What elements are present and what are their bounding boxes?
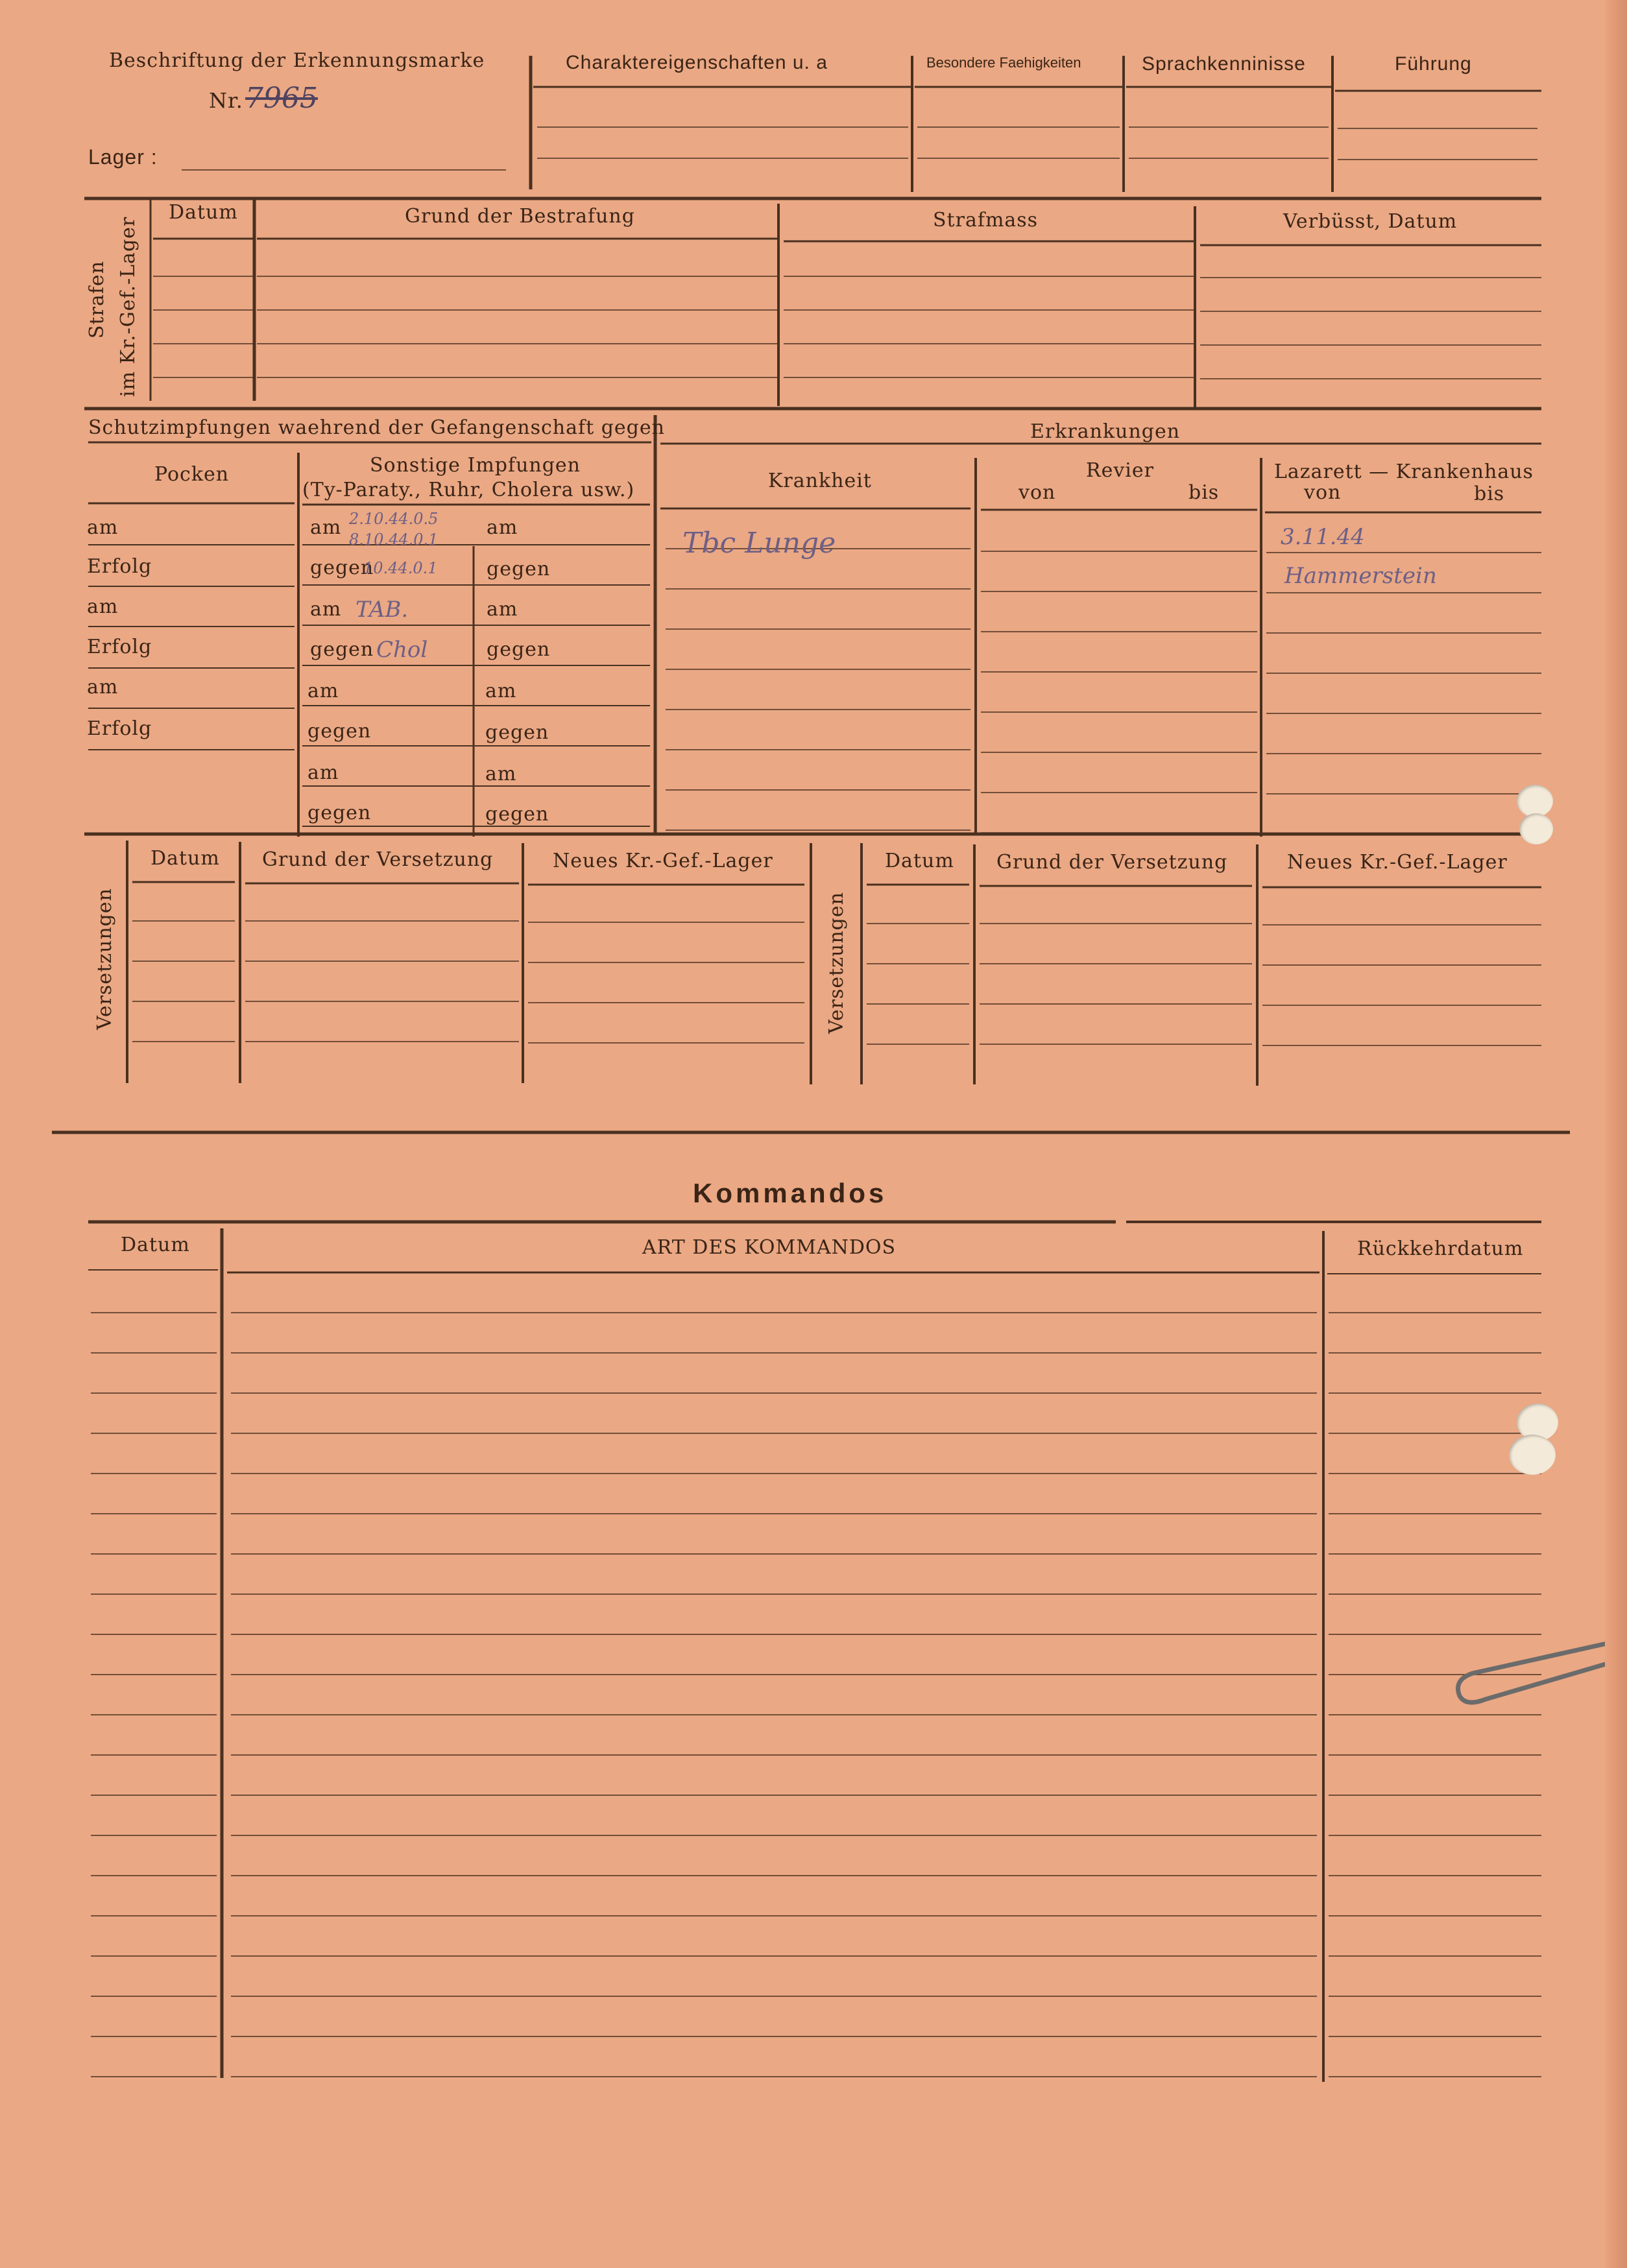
pocken-erfolg-3: Erfolg — [87, 717, 152, 740]
revier-bis: bis — [1188, 481, 1220, 504]
sonst-am-3b: am — [485, 680, 517, 702]
hw-vacc-type-1: TAB. — [356, 597, 409, 623]
pocken-erfolg-2: Erfolg — [87, 636, 152, 658]
lazarett-von: von — [1304, 481, 1342, 504]
sonst-gegen-1a: gegen — [310, 556, 374, 579]
sonst-am-2b: am — [487, 598, 518, 621]
sonst-am-4b: am — [485, 763, 517, 785]
pocken-header: Pocken — [154, 463, 230, 486]
strafen-verbuesst-header: Verbüsst, Datum — [1283, 210, 1458, 233]
impfungen-title: Schutzimpfungen waehrend der Gefangenschaft gegen — [88, 416, 665, 439]
kommandos-title: Kommandos — [693, 1178, 887, 1208]
hw-vacc-date-2: 8.10.44.0.1 — [349, 531, 439, 549]
sonst-gegen-4b: gegen — [485, 803, 549, 826]
hw-vacc-date-1: 2.10.44.0.5 — [349, 510, 439, 528]
kommandos-rueckkehr-header: Rückkehrdatum — [1357, 1237, 1524, 1260]
revier-header: Revier — [1086, 459, 1154, 482]
punch-hole-lower-b — [1509, 1435, 1556, 1475]
hw-krankheit: Tbc Lunge — [682, 527, 836, 560]
paper-clip — [1447, 1634, 1622, 1712]
tag-label: Beschriftung der Erkennungsmarke — [109, 49, 485, 72]
sonst-am-4a: am — [307, 761, 339, 784]
strafen-strafmass-header: Strafmass — [933, 209, 1039, 232]
sonstige-subheader: (Ty-Paraty., Ruhr, Cholera usw.) — [302, 479, 635, 501]
sonst-gegen-3b: gegen — [485, 721, 549, 744]
lager-label: Lager : — [88, 145, 158, 169]
char-label: Charaktereigenschaften u. a — [566, 52, 828, 73]
hw-vacc-type-2: Chol — [376, 637, 428, 663]
vers-neues-header-right: Neues Kr.-Gef.-Lager — [1287, 851, 1508, 874]
nr-label: Nr. — [209, 88, 243, 113]
pocken-am-3: am — [87, 676, 119, 698]
sonstige-header: Sonstige Impfungen — [370, 454, 581, 477]
punch-hole-upper-b — [1519, 813, 1553, 844]
nr-value: 7965 — [245, 82, 318, 115]
vers-neues-header-left: Neues Kr.-Gef.-Lager — [553, 850, 773, 872]
vers-grund-header-right: Grund der Versetzung — [996, 851, 1228, 874]
pocken-am-1: am — [87, 516, 119, 539]
strafen-side-label: Strafen — [86, 260, 108, 339]
hw-vacc-date-3: 10.44.0.1 — [363, 559, 438, 577]
fuehrung-label: Führung — [1395, 53, 1472, 75]
versetzungen-side-label-right: Versetzungen — [825, 892, 848, 1034]
strafen-grund-header: Grund der Bestrafung — [405, 205, 635, 228]
pocken-erfolg-1: Erfolg — [87, 555, 152, 578]
vers-datum-header-right: Datum — [885, 850, 954, 872]
punch-hole-upper-a — [1517, 785, 1553, 817]
erkrankungen-title: Erkrankungen — [1030, 420, 1181, 443]
sonst-am-2a: am — [310, 598, 342, 621]
sonst-gegen-4a: gegen — [307, 802, 372, 824]
versetzungen-side-label-left: Versetzungen — [93, 888, 116, 1030]
lazarett-bis: bis — [1474, 483, 1505, 505]
revier-von: von — [1018, 481, 1056, 504]
sprach-label: Sprachkenninisse — [1142, 53, 1306, 75]
krankheit-header: Krankheit — [768, 470, 872, 492]
sonst-gegen-1b: gegen — [487, 558, 551, 580]
strafen-side-label-2: im Kr.-Gef.-Lager — [117, 216, 139, 397]
sonst-gegen-2a: gegen — [310, 638, 374, 661]
paper-edge — [1605, 0, 1627, 2268]
besondere-label: Besondere Faehigkeiten — [926, 54, 1081, 71]
vers-datum-header-left: Datum — [151, 847, 220, 870]
sonst-am-1b: am — [487, 516, 518, 539]
sonst-am-1a: am — [310, 516, 342, 539]
kommandos-datum-header: Datum — [121, 1234, 190, 1256]
hw-lazarett-date: 3.11.44 — [1281, 524, 1365, 550]
sonst-gegen-2b: gegen — [487, 638, 551, 661]
pocken-am-2: am — [87, 595, 119, 618]
strafen-datum-header: Datum — [169, 201, 238, 224]
vers-grund-header-left: Grund der Versetzung — [262, 848, 494, 871]
hw-lazarett-place: Hammerstein — [1284, 563, 1437, 589]
sonst-gegen-3a: gegen — [307, 720, 372, 743]
lazarett-header: Lazarett — Krankenhaus — [1274, 460, 1534, 483]
kommandos-art-header: ART DES KOMMANDOS — [642, 1236, 897, 1259]
sonst-am-3a: am — [307, 680, 339, 702]
